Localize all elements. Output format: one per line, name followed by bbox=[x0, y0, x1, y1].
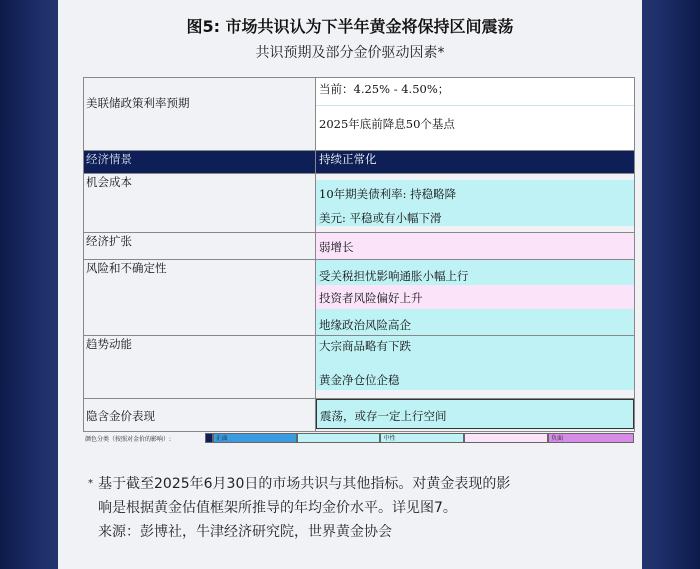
legend-negative: 负面 bbox=[548, 433, 634, 443]
table-row bbox=[84, 260, 635, 336]
row-label-exp: 经济扩张 bbox=[84, 233, 316, 260]
fed-current: 当前：4.25% - 4.50%； bbox=[319, 82, 450, 96]
row-label-econ: 经济情景 bbox=[84, 151, 316, 174]
legend-neutral: 中性 bbox=[380, 433, 464, 443]
row-value-econ: 持续正常化 bbox=[316, 151, 635, 174]
footnote-star: * bbox=[88, 478, 93, 489]
legend-neutral-b-swatch bbox=[464, 433, 548, 443]
exp-weak: 弱增长 bbox=[316, 233, 634, 259]
impl-result: 震荡，或存一定上行空间 bbox=[316, 399, 634, 429]
risk-appetite: 投资者风险偏好上升 bbox=[316, 285, 634, 309]
report-card bbox=[58, 0, 642, 569]
table-row bbox=[84, 336, 635, 399]
consensus-table bbox=[83, 77, 635, 432]
row-label-impl: 隐含金价表现 bbox=[84, 399, 316, 432]
row-value-fed bbox=[316, 78, 635, 151]
figure-subtitle: 共识预期及部分金价驱动因素* bbox=[255, 45, 445, 61]
row-label-risk: 风险和不确定性 bbox=[84, 260, 316, 336]
figure-title: 图5: 市场共识认为下半年黄金将保持区间震荡 bbox=[186, 17, 514, 36]
source-line: 来源：彭博社，牛津经济研究院，世界黄金协会 bbox=[98, 524, 392, 540]
color-legend bbox=[83, 432, 634, 444]
table-row bbox=[84, 151, 635, 174]
table-row bbox=[84, 174, 635, 233]
row-label-opp: 机会成本 bbox=[84, 174, 316, 233]
row-value-exp bbox=[316, 233, 635, 260]
footnote-line-2: 响是根据黄金估值框架所推导的年均金价水平。详见图7。 bbox=[98, 500, 457, 516]
legend-dark-swatch bbox=[205, 433, 213, 443]
mom-positions: 黄金净仓位企稳 bbox=[316, 360, 634, 390]
fed-cut: 2025年底前降息50个基点 bbox=[316, 105, 634, 129]
legend-positive: 正面 bbox=[213, 433, 297, 443]
opp-usd: 美元: 平稳或有小幅下滑 bbox=[316, 206, 634, 226]
table-row bbox=[84, 78, 635, 151]
row-label-mom: 趋势动能 bbox=[84, 336, 316, 399]
table-row bbox=[84, 233, 635, 260]
opp-yield: 10年期美债利率: 持稳略降 bbox=[316, 180, 634, 206]
footnote bbox=[88, 472, 618, 544]
row-label-fed: 美联储政策利率预期 bbox=[84, 78, 316, 151]
risk-tariff: 受关税担忧影响通胀小幅上行 bbox=[316, 260, 634, 285]
legend-title: 颜色分类（按照对金价的影响）: bbox=[85, 435, 172, 443]
row-value-risk bbox=[316, 260, 635, 336]
risk-geopolitics: 地缘政治风险高企 bbox=[316, 309, 634, 335]
row-value-opp bbox=[316, 174, 635, 233]
table-row bbox=[84, 399, 635, 432]
mom-commodities: 大宗商品略有下跌 bbox=[316, 336, 634, 360]
footnote-line-1: 基于截至2025年6月30日的市场共识与其他指标。对黄金表现的影 bbox=[98, 476, 511, 492]
row-value-impl bbox=[316, 399, 635, 432]
row-value-mom bbox=[316, 336, 635, 399]
legend-neutral-a-swatch bbox=[297, 433, 381, 443]
